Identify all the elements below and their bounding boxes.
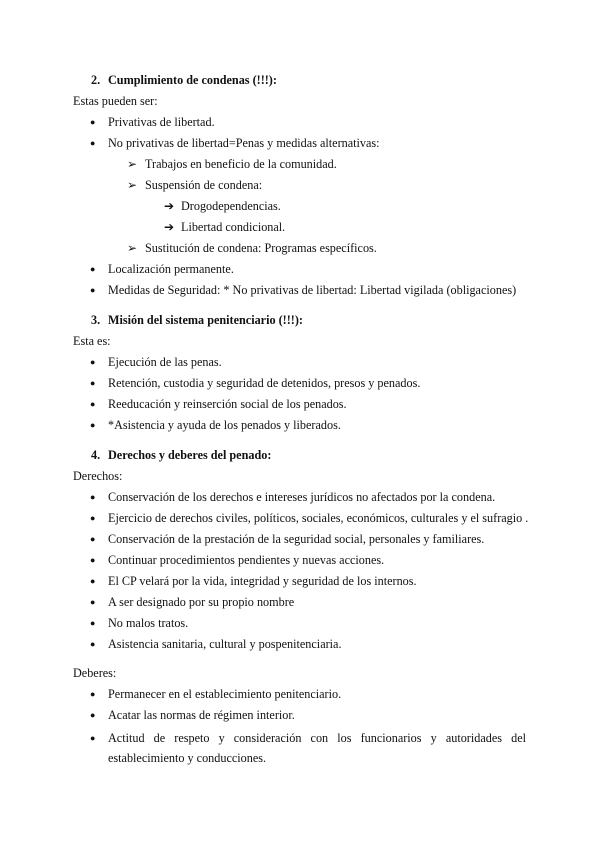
section-4-title: Derechos y deberes del penado: [108,448,272,462]
bullet-icon: ● [90,492,96,502]
arrowhead-bullet-icon: ➢ [127,178,138,192]
list-item: Continuar procedimientos pendientes y nuevas acciones. [108,553,385,567]
bullet-icon: ● [90,597,96,607]
rights-label: Derechos: [73,469,123,483]
list-item: Conservación de la prestación de la seguridad social, personales y familiares. [108,532,485,546]
bullet-icon: ● [90,576,96,586]
bullet-icon: ● [90,618,96,628]
section-3-title: Misión del sistema penitenciario (!!!): [108,313,303,327]
list-item: No malos tratos. [108,616,189,630]
section-2-title: Cumplimiento de condenas (!!!): [108,73,277,87]
arrow-bullet-icon: ➔ [164,220,175,234]
list-item: Asistencia sanitaria, cultural y pospenitenciaria. [108,637,342,651]
list-item: Ejercicio de derechos civiles, políticos, sociales, económicos, culturales y el sufragio . [108,511,529,525]
list-item: Medidas de Seguridad: * No privativas de libertad: Libertad vigilada (obligaciones) [108,283,517,297]
list-item: *Asistencia y ayuda de los penados y liberados. [108,418,341,432]
bullet-icon: ● [90,420,96,430]
bullet-icon: ● [90,378,96,388]
bullet-icon: ● [90,639,96,649]
bullet-icon: ● [90,689,96,699]
list-item-continuation: establecimiento y conducciones. [108,751,267,765]
duties-label: Deberes: [73,666,117,680]
bullet-icon: ● [90,357,96,367]
arrow-bullet-icon: ➔ [164,199,175,213]
bullet-icon: ● [90,534,96,544]
sub-list-item: Suspensión de condena: [145,178,263,192]
bullet-icon: ● [90,733,96,743]
list-item: Localización permanente. [108,262,234,276]
sub-list-item: Trabajos en beneficio de la comunidad. [145,157,337,171]
section-4-heading [91,448,271,462]
list-item-justified: Actitud de respeto y consideración con los funcionarios y autoridades del [108,731,526,745]
list-item: Retención, custodia y seguridad de detenidos, presos y penados. [108,376,421,390]
section-3-heading [91,313,303,327]
list-item: Privativas de libertad. [108,115,215,129]
arrowhead-bullet-icon: ➢ [127,241,138,255]
sub-sub-list-item: Drogodependencias. [181,199,281,213]
bullet-icon: ● [90,117,96,127]
bullet-icon: ● [90,710,96,720]
list-item: Ejecución de las penas. [108,355,222,369]
list-item: El CP velará por la vida, integridad y seguridad de los internos. [108,574,417,588]
section-3-intro: Esta es: [73,334,111,348]
section-3-number: 3. [91,313,101,327]
bullet-icon: ● [90,264,96,274]
list-item: No privativas de libertad=Penas y medidas alternativas: [108,136,380,150]
list-item: A ser designado por su propio nombre [108,595,295,609]
bullet-icon: ● [90,399,96,409]
list-item: Reeducación y reinserción social de los penados. [108,397,347,411]
bullet-icon: ● [90,138,96,148]
list-item: Conservación de los derechos e intereses jurídicos no afectados por la condena. [108,490,496,504]
sub-list-item: Sustitución de condena: Programas específicos. [145,241,377,255]
bullet-icon: ● [90,555,96,565]
list-item: Permanecer en el establecimiento penitenciario. [108,687,342,701]
bullet-icon: ● [90,513,96,523]
arrowhead-bullet-icon: ➢ [127,157,138,171]
section-2-heading [91,73,277,87]
section-2-number: 2. [91,73,101,87]
section-4-number: 4. [91,448,101,462]
list-item: Acatar las normas de régimen interior. [108,708,295,722]
section-2-intro: Estas pueden ser: [73,94,158,108]
bullet-icon: ● [90,285,96,295]
sub-sub-list-item: Libertad condicional. [181,220,286,234]
